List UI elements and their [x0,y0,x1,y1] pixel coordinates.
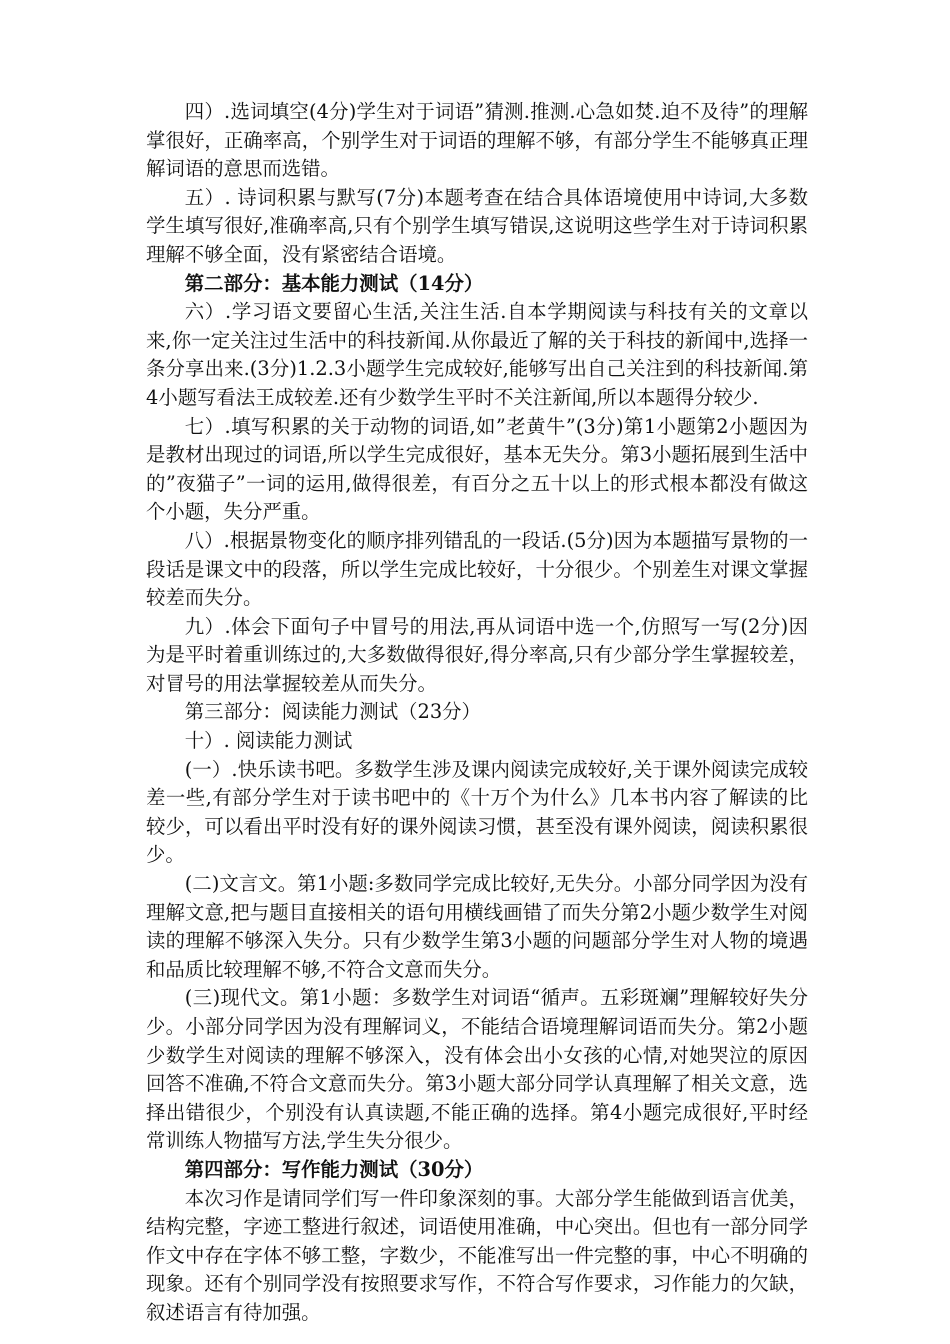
paragraph-poetry: 五）. 诗词积累与默写(7分)本题考查在结合具体语境使用中诗词,大多数学生填写很好,准确率高,只有个别学生填写错误,这说明这些学生对于诗词积累理解不够全面，没有紧密结合语境。 [146,185,808,266]
paragraph-reading-test: 十）. 阅读能力测试 [184,729,353,753]
paragraph-classical-text: (二)文言文。第1小题:多数同学完成比较好,无失分。小部分同学因为没有理解文意,把与题目直接相关的语句用横线画错了而失分第2小题少数学生对阅读的理解不够深入失分。只有少数学生第3小题的问题部分学生对人物的境遇和品质比较理解不够,不符合文意而失分。 [146,872,808,981]
paragraph-modern-text: (三)现代文。第1小题：多数学生对词语“循声。五彩斑斓”理解较好失分少。小部分同学因为没有理解词义，不能结合语境理解词语而失分。第2小题少数学生对阅读的理解不够深入，没有体会出小女孩的心情,对她哭泣的原因回答不准确,不符合文意而失分。第3小题大部分同学认真理解了相关文意，选择出错很少，个别没有认真读题,不能正确的选择。第4小题完成很好,平时经常训练人物描写方法,学生失分很少。 [146,986,808,1153]
paragraph-writing: 本次习作是请同学们写一件印象深刻的事。大部分学生能做到语言优美，结构完整，字迹工整进行叙述，词语使用准确，中心突出。但也有一部分同学作文中存在字体不够工整，字数少，不能准写出一件完整的事，中心不明确的现象。还有个别同学没有按照要求写作，不符合写作要求，习作能力的欠缺，叙述语言有待加强。 [146,1186,808,1324]
paragraph-word-fill: 四）.选词填空(4分)学生对于词语”猜测.推测.心急如焚.迫不及待”的理解掌很好，正确率高，个别学生对于词语的理解不够，有部分学生不能够真正理解词语的意思而选错。 [146,100,808,181]
paragraph-tech-news: 六）.学习语文要留心生活,关注生活.自本学期阅读与科技有关的文章以来,你一定关注过生活中的科技新闻.从你最近了解的关于科技的新闻中,选择一条分享出来.(3分)1.2.3小题学生完成较好,能够写出自己关注到的科技新闻.第4小题写看法王成较差.还有少数学生平时不关注新闻,所以本题得分较少. [146,300,808,409]
paragraph-colon-usage: 九）.体会下面句子中冒号的用法,再从词语中选一个,仿照写一写(2分)因为是平时着重训练过的,大多数做得很好,得分率高,只有少部分学生掌握较差，对冒号的用法掌握较差从而失分。 [146,614,808,695]
section-heading-writing: 第四部分：写作能力测试（30分） [184,1157,484,1181]
paragraph-reading-club: (一）.快乐读书吧。多数学生涉及课内阅读完成较好,关于课外阅读完成较差一些,有部分学生对于读书吧中的《十万个为什么》几本书内容了解读的比较少，可以看出平时没有好的课外阅读习惯，甚至没有课外阅读，阅读积累很少。 [146,757,808,867]
section-heading-reading: 第三部分：阅读能力测试（23分） [184,700,481,724]
document-body [146,98,808,1328]
section-heading-basic-ability: 第二部分：基本能力测试（14分） [184,271,484,295]
paragraph-sentence-order: 八）.根据景物变化的顺序排列错乱的一段话.(5分)因为本题描写景物的一段话是课文中的段落，所以学生完成比较好，十分很少。个别差生对课文掌握较差而失分。 [146,528,808,610]
paragraph-animal-words: 七）.填写积累的关于动物的词语,如”老黄牛”(3分)第1小题第2小题因为是教材出现过的词语,所以学生完成很好，基本无失分。第3小题拓展到生活中的”夜猫子”一词的运用,做得很差，有百分之五十以上的形式根本都没有做这个小题，失分严重。 [146,414,808,524]
